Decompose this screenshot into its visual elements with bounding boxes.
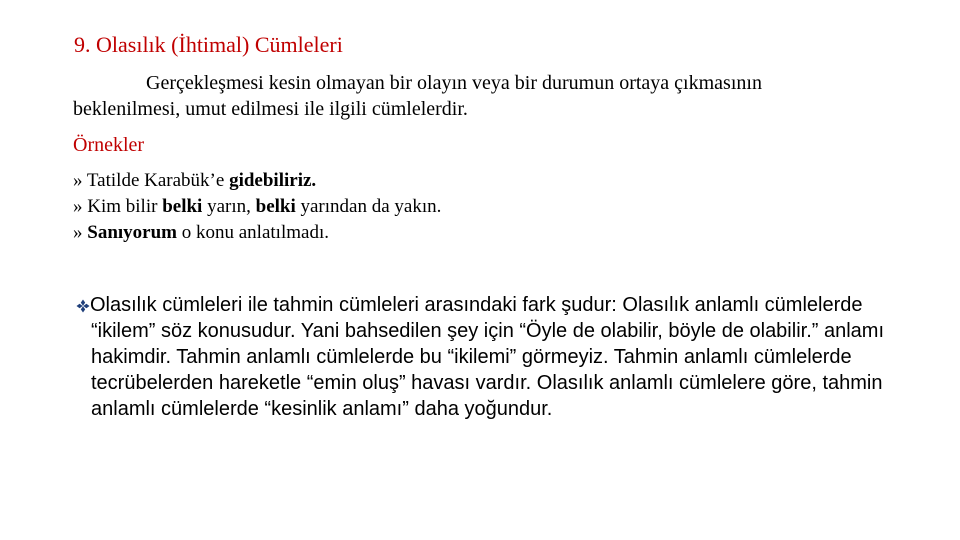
example-text: » Tatilde Karabük’e xyxy=(73,170,230,191)
examples-heading: Örnekler xyxy=(73,134,145,156)
example-emphasis: belki xyxy=(162,196,203,217)
note-text: Olasılık cümleleri ile tahmin cümleleri arasındaki fark şudur: Olasılık anlamlı cümlelerde “ikilem” söz konusudur. Yani bahsedilen şey için “Öyle de olabilir, böyle de olabilir.” anlamı hakimdir. Tahmin anlamlı cümlelerde bu “ikilemi” görmeyiz. Tahmin anlamlı cümlelerde tecrübelerden hareketle “emin oluş” havası vardır. Olasılık anlamlı cümlelere göre, tahmin anlamlı cümlelerde “kesinlik anlamı” daha yoğundur. xyxy=(90,294,884,420)
example-item xyxy=(73,220,441,246)
definition-line-2: beklenilmesi, umut edilmesi ile ilgili cümlelerdir. xyxy=(73,98,468,120)
example-item xyxy=(73,168,441,194)
example-emphasis: gidebiliriz. xyxy=(229,170,317,191)
bullet-diamond-top xyxy=(81,300,85,306)
definition-line-1: Gerçekleşmesi kesin olmayan bir olayın veya bir durumun ortaya çıkmasının xyxy=(146,72,762,94)
bullet-diamond-right xyxy=(83,304,89,308)
example-item xyxy=(73,194,441,220)
example-text: yarından da yakın. xyxy=(295,196,442,217)
example-text: » Kim bilir xyxy=(73,196,163,217)
definition-paragraph xyxy=(73,70,903,122)
diamond-bullet-icon xyxy=(76,299,90,313)
example-text: o konu anlatılmadı. xyxy=(177,222,329,243)
examples-list xyxy=(73,168,441,246)
bullet-diamond-bottom xyxy=(81,306,85,312)
note-block xyxy=(76,292,896,422)
example-emphasis: belki xyxy=(255,196,296,217)
example-text: » xyxy=(73,222,88,243)
page-title: 9. Olasılık (İhtimal) Cümleleri xyxy=(74,32,343,57)
example-text: yarın, xyxy=(202,196,256,217)
bullet-diamond-left xyxy=(77,304,83,308)
example-emphasis: Sanıyorum xyxy=(87,222,177,243)
